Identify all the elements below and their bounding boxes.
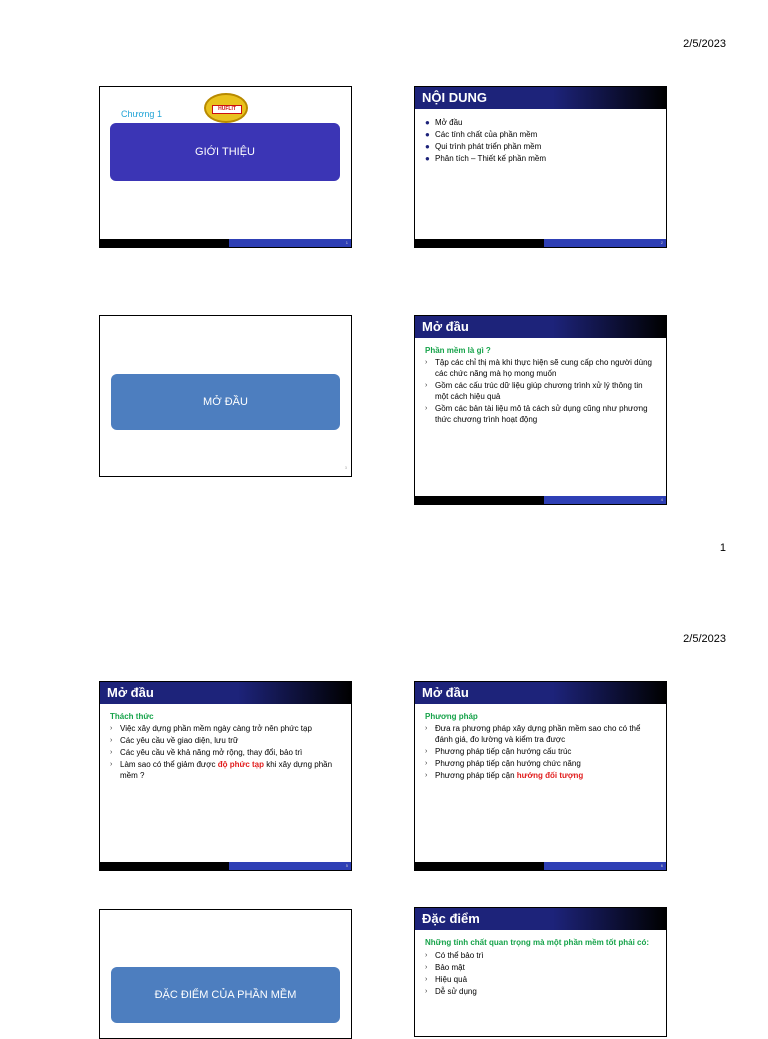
slide-footer: 4 xyxy=(415,496,666,504)
list-item: › Phương pháp tiếp cận hướng cấu trúc xyxy=(425,747,572,756)
section-title: ĐẶC ĐIỂM CỦA PHẦN MỀM xyxy=(154,989,297,1001)
list-item: › Hiệu quả xyxy=(425,975,468,984)
list-item: › Gồm các cấu trúc dữ liệu giúp chương trình xử lý thông tin một cách hiệu quả xyxy=(425,381,643,401)
list-item: › Đưa ra phương pháp xây dựng phần mềm sao cho có thể đánh giá, đo lường và kiểm tra được xyxy=(425,724,641,744)
slide-heading: Thách thức xyxy=(110,712,154,721)
bullet-list xyxy=(415,950,666,997)
slide-heading: Phương pháp xyxy=(425,712,478,721)
list-item: › Các yêu cầu về khả năng mở rộng, thay đổi, bảo trì xyxy=(110,748,303,757)
slide-title: Mở đầu xyxy=(415,316,666,338)
page-number: 1 xyxy=(719,542,726,554)
list-item: › Bảo mật xyxy=(425,963,465,972)
slide-title: Mở đầu xyxy=(100,682,351,704)
list-item: › Gồm các bản tài liệu mô tả cách sử dụng cũng như phương thức chương trình hoạt động xyxy=(425,404,648,424)
section-title-box xyxy=(111,374,340,430)
page-date: 2/5/2023 xyxy=(683,633,726,645)
bullet-list xyxy=(415,723,666,781)
slide-chapter-title xyxy=(99,86,352,248)
page-date: 2/5/2023 xyxy=(683,38,726,50)
list-item: › Dễ sử dụng xyxy=(425,987,477,996)
slide-title: Đặc điểm xyxy=(415,908,666,930)
slide-heading: Những tính chất quan trọng mà một phần mềm tốt phải có: xyxy=(425,938,650,947)
list-item: › Có thể bảo trì xyxy=(425,951,484,960)
list-item: › Tập các chỉ thị mà khi thực hiện sẽ cung cấp cho người dùng các chức năng mà họ mong muốn xyxy=(425,358,652,378)
slide-section-dac-diem xyxy=(99,909,352,1039)
slide-title: NỘI DUNG xyxy=(415,87,666,109)
slide-section-mo-dau xyxy=(99,315,352,477)
slide-number: 3 xyxy=(344,465,347,470)
list-item: ● Mở đầu xyxy=(425,118,463,127)
slide-heading: Phần mềm là gì ? xyxy=(425,346,491,355)
list-item: ● Phân tích – Thiết kế phần mềm xyxy=(425,154,547,163)
list-item: › Phương pháp tiếp cận hướng chức năng xyxy=(425,759,581,768)
huflit-logo: HUFLIT xyxy=(204,93,248,123)
slide-dac-diem xyxy=(414,907,667,1037)
section-title: MỞ ĐẦU xyxy=(203,396,248,408)
chapter-title: GIỚI THIỆU xyxy=(195,146,255,158)
list-item: ● Các tính chất của phần mềm xyxy=(425,130,538,139)
slide-contents xyxy=(414,86,667,248)
list-item: › Các yêu cầu về giao diện, lưu trữ xyxy=(110,736,239,745)
slide-footer: 6 xyxy=(415,862,666,870)
slide-footer: 1 xyxy=(100,239,351,247)
list-item: ● Qui trình phát triển phần mềm xyxy=(425,142,542,151)
slide-footer: 2 xyxy=(415,239,666,247)
slide-footer: 5 xyxy=(100,862,351,870)
bullet-list xyxy=(415,357,666,425)
slide-phan-mem-la-gi xyxy=(414,315,667,505)
list-item: › Phương pháp tiếp cận hướng đối tượng xyxy=(425,771,584,780)
chapter-title-box xyxy=(110,123,340,181)
chapter-label: Chương 1 xyxy=(121,109,162,119)
list-item: › Việc xây dựng phần mềm ngày càng trở nên phức tạp xyxy=(110,724,312,733)
slide-phuong-phap xyxy=(414,681,667,871)
contents-list xyxy=(415,117,666,164)
list-item: › Làm sao có thể giảm được độ phức tạp khi xây dựng phần mềm ? xyxy=(110,760,333,780)
section-title-box xyxy=(111,967,340,1023)
slide-thach-thuc xyxy=(99,681,352,871)
bullet-list xyxy=(100,723,351,781)
slide-title: Mở đầu xyxy=(415,682,666,704)
